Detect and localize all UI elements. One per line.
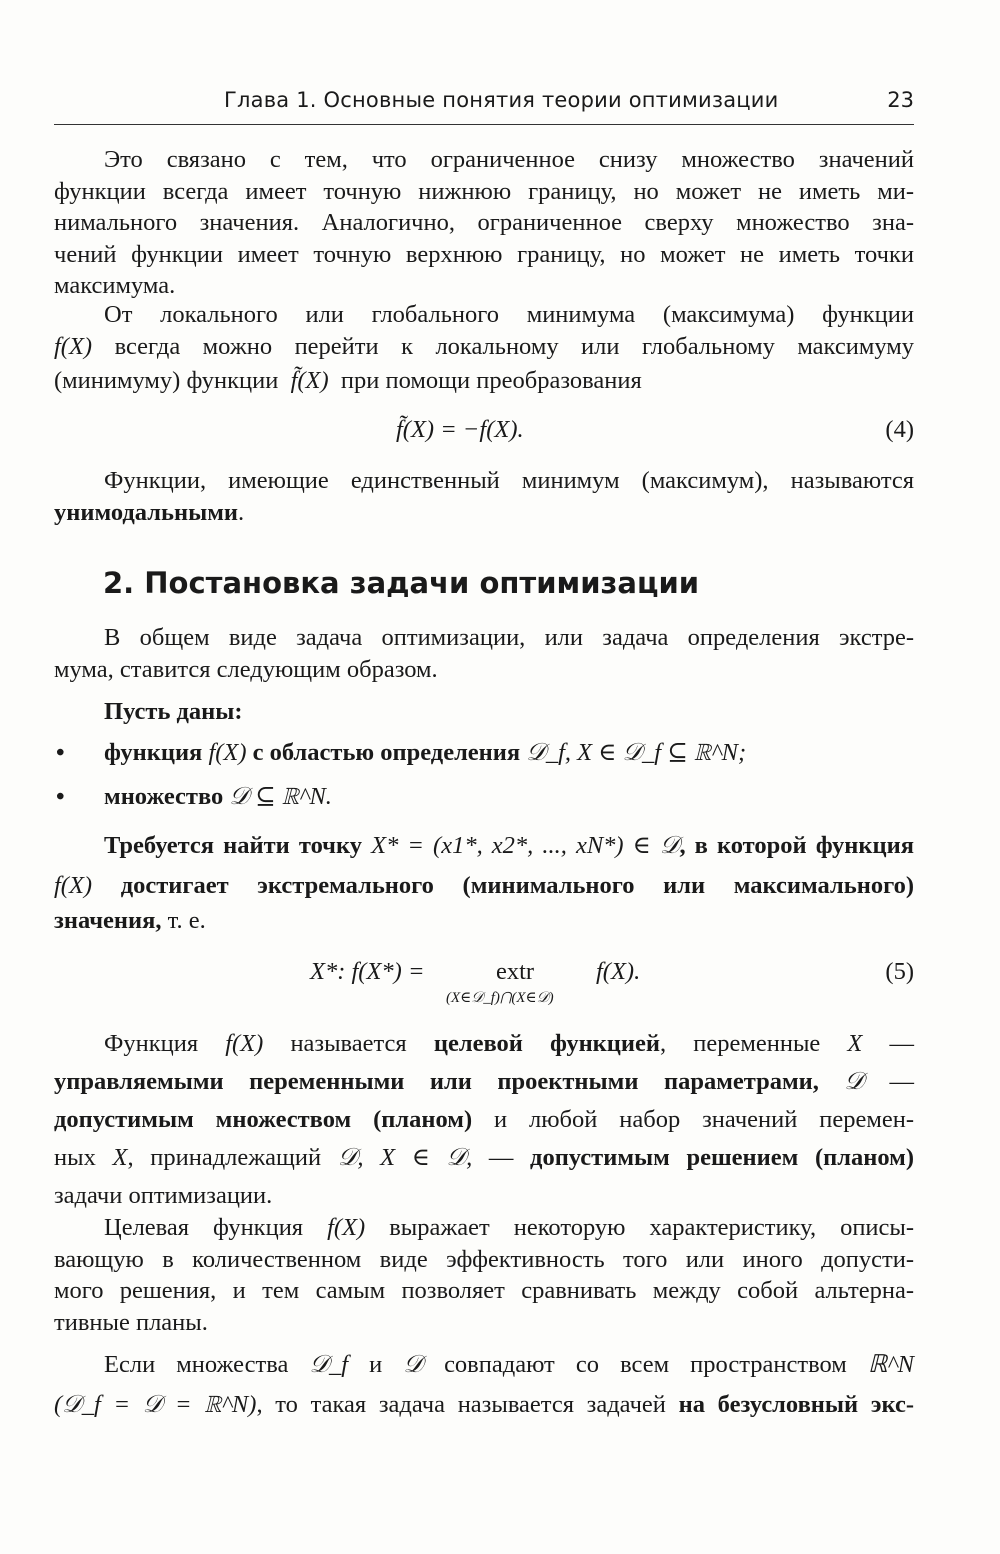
text-line: функции всегда имеет точную нижнюю границу, но может не иметь ми- [54,177,914,205]
text-line: Если множества 𝒟_f и 𝒟 совпадают со всем пространством ℝ^N [104,1351,914,1378]
requirement-paragraph [54,826,914,936]
text-line: Функция f(X) называется целевой функцией, переменные X — [104,1030,914,1057]
paragraph-5 [54,1025,914,1215]
text-line: вающую в количественном виде эффективность того или иного допусти- [54,1245,914,1273]
text-line: f(X) всегда можно перейти к локальному или глобальному максимуму [54,332,914,360]
text-line: f(X) достигает экстремального (минимального или максимального) [54,872,915,899]
paragraph-2 [54,299,914,400]
paragraph-7 [54,1345,914,1425]
text-line: допустимым множеством (планом) и любой набор значений перемен- [54,1106,915,1133]
page-header [54,84,914,125]
formula-right: f(X). [596,958,641,985]
formula: f̃(X) = −f(X). [396,416,524,443]
equation-number: (4) [885,416,914,443]
page-number: 23 [887,88,914,112]
text-line: (𝒟_f = 𝒟 = ℝ^N), то такая задача называется задачей на безусловный экс- [54,1391,914,1418]
text-line: В общем виде задача оптимизации, или задача определения экстре- [104,624,914,651]
text-line: задачи оптимизации. [54,1182,273,1209]
text-line: (минимуму) функции f̃(X) при помощи преобразования [54,367,642,394]
text-line: ных X, принадлежащий 𝒟, X ∈ 𝒟, — допустимым решением (планом) [54,1144,915,1171]
bullet-icon: • [56,739,65,766]
text-line: тивные планы. [54,1308,208,1336]
text-line: максимума. [54,272,176,299]
chapter-title: Глава 1. Основные понятия теории оптимизации [224,88,779,112]
text-line: значения, т. е. [54,907,206,934]
paragraph-6 [54,1212,914,1338]
equation-5 [54,958,914,1008]
text-line: управляемыми переменными или проектными параметрами, 𝒟 — [54,1068,914,1095]
equation-4 [54,416,914,456]
equation-number: (5) [885,958,914,985]
text-line: От локального или глобального минимума (максимума) функции [104,301,914,328]
text-line: унимодальными. [54,498,245,526]
text-line: Это связано с тем, что ограниченное снизу множество значений [104,146,914,173]
text-line: мума, ставится следующим образом. [54,655,438,683]
paragraph-1 [54,144,914,302]
paragraph-4 [54,622,914,685]
paragraph-3 [54,465,914,528]
given-label-block [54,696,914,728]
text-line: Целевая функция f(X) выражает некоторую характеристику, описы- [104,1214,915,1241]
formula-operator: extr [496,958,535,985]
text-line: Требуется найти точку X* = (x1*, x2*, ..., xN*) ∈ 𝒟, в которой функция [104,832,915,859]
section-heading: 2. Постановка задачи оптимизации [103,566,700,600]
text-line: Функции, имеющие единственный минимум (максимум), называются [104,467,914,494]
given-label: Пусть даны: [104,698,243,725]
text-line: нимального значения. Аналогично, ограниченное сверху множество зна- [54,209,914,236]
text-line: мого решения, и тем самым позволяет сравнивать между собой альтерна- [54,1277,914,1304]
formula-left: X*: f(X*) = [310,958,425,985]
bullet-icon: • [56,783,65,810]
text-line: чений функции имеет точную верхнюю границу, но может не иметь точки [54,240,914,268]
formula-subscript: (X∈𝒟_f)⋂(X∈𝒟) [446,990,554,1006]
